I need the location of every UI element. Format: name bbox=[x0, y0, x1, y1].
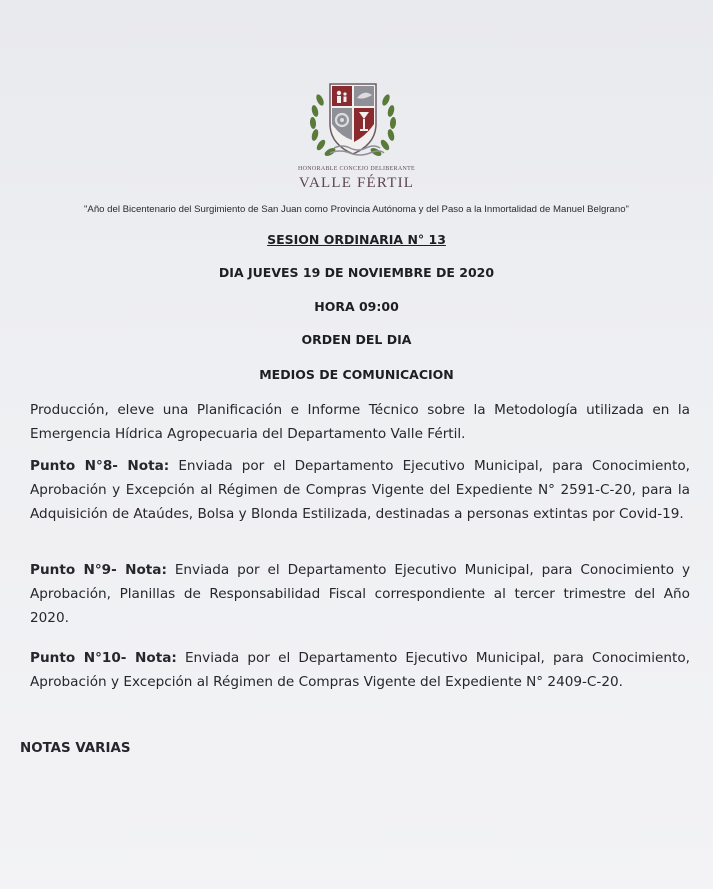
agenda-item-text: Enviada por el Departamento Ejecutivo Municipal, para Conocimiento, Aprobación y Excepción al Régimen de Compras Vigente del Expediente N° 2591-C-20, para la Adquisición de Ataúdes, Bolsa y Blonda Estilizada, destinadas a personas extintas por Covid-19. bbox=[30, 458, 690, 522]
institution-small-caption: HONORABLE CONCEJO DELIBERANTE bbox=[297, 166, 416, 172]
agenda-item bbox=[30, 646, 690, 694]
section-heading: MEDIOS DE COMUNICACION bbox=[259, 367, 454, 382]
agenda-item-text: Producción, eleve una Planificación e Informe Técnico sobre la Metodología utilizada en la Emergencia Hídrica Agropecuaria del Departamento Valle Fértil. bbox=[30, 402, 690, 442]
council-crest-logo bbox=[300, 78, 406, 164]
agenda-heading: ORDEN DEL DIA bbox=[301, 332, 412, 347]
agenda-item bbox=[30, 558, 690, 630]
agenda-item bbox=[30, 398, 690, 446]
agenda-item bbox=[30, 454, 690, 526]
agenda-item-text: Enviada por el Departamento Ejecutivo Municipal, para Conocimiento, Aprobación y Excepción al Régimen de Compras Vigente del Expediente N° 2409-C-20. bbox=[30, 650, 690, 690]
session-title: SESION ORDINARIA N° 13 bbox=[267, 232, 446, 247]
year-motto: "Año del Bicentenario del Surgimiento de San Juan como Provincia Autónoma y del Paso a la Inmortalidad de Manuel Belgrano" bbox=[84, 204, 629, 215]
session-time: HORA 09:00 bbox=[314, 299, 399, 314]
agenda-item-label: Punto N°9- Nota: bbox=[30, 562, 167, 578]
agenda-item-label: Punto N°8- Nota: bbox=[30, 458, 170, 474]
agenda-item-text: Enviada por el Departamento Ejecutivo Municipal, para Conocimiento y Aprobación, Planillas de Responsabilidad Fiscal correspondiente al tercer trimestre del Año 2020. bbox=[30, 562, 690, 626]
notes-heading: NOTAS VARIAS bbox=[20, 741, 131, 756]
session-date: DIA JUEVES 19 DE NOVIEMBRE DE 2020 bbox=[218, 265, 495, 280]
agenda-item-label: Punto N°10- Nota: bbox=[30, 650, 177, 666]
institution-name: VALLE FÉRTIL bbox=[298, 175, 415, 191]
